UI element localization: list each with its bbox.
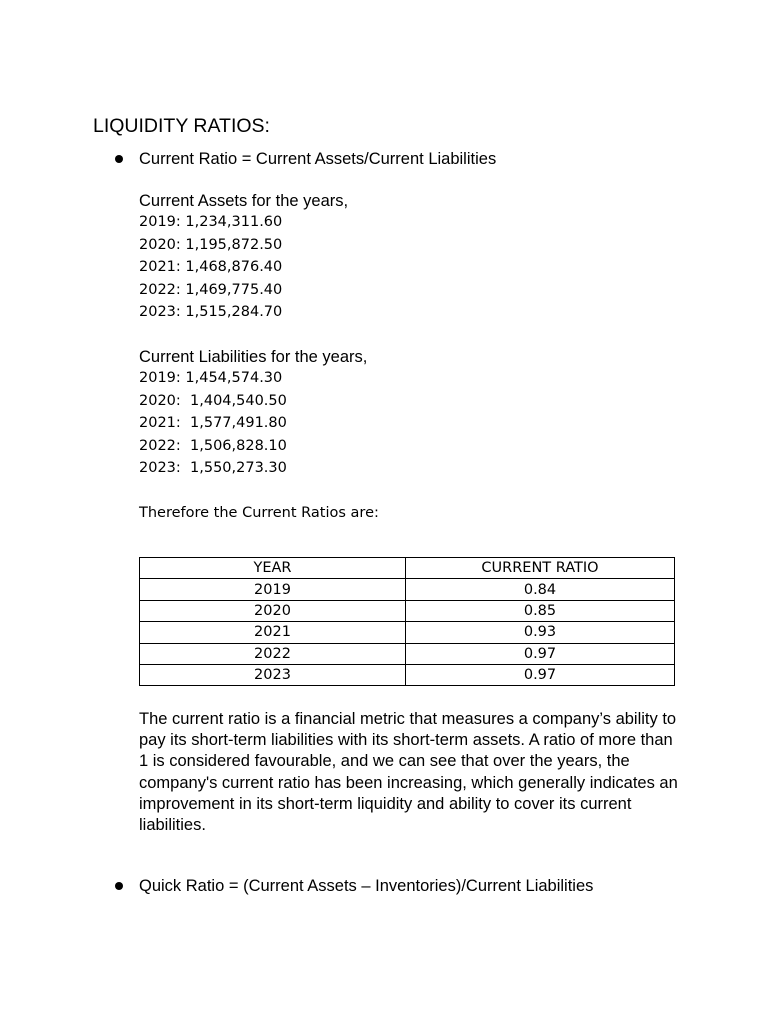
table-cell-ratio: 0.93 (406, 622, 675, 643)
current-assets-row: 2020: 1,195,872.50 (139, 236, 283, 253)
bullet-dot (115, 882, 123, 890)
table-row (140, 643, 675, 664)
current-liabilities-row: 2022: 1,506,828.10 (139, 437, 287, 454)
current-assets-row: 2019: 1,234,311.60 (139, 214, 283, 230)
quick-ratio-formula: Quick Ratio = (Current Assets – Inventories)/Current Liabilities (139, 877, 594, 895)
table-cell-year: 2021 (140, 622, 406, 643)
current-assets-row: 2022: 1,469,775.40 (139, 281, 283, 298)
current-assets-label: Current Assets for the years, (139, 192, 349, 210)
table-row (140, 664, 675, 685)
table-cell-ratio: 0.97 (406, 664, 675, 685)
table-cell-ratio: 0.84 (406, 579, 675, 600)
table-header-ratio: CURRENT RATIO (406, 558, 675, 579)
bullet-dot (115, 155, 123, 163)
table-cell-ratio: 0.85 (406, 600, 675, 621)
table-cell-year: 2023 (140, 664, 406, 685)
current-liabilities-row: 2021: 1,577,491.80 (139, 415, 287, 431)
current-assets-row: 2021: 1,468,876.40 (139, 259, 283, 275)
current-ratio-table (139, 557, 675, 686)
therefore-text: Therefore the Current Ratios are: (139, 505, 379, 521)
table-header-row (140, 558, 675, 579)
table-cell-ratio: 0.97 (406, 643, 675, 664)
table-header-year: YEAR (140, 558, 406, 579)
current-assets-row: 2023: 1,515,284.70 (139, 304, 283, 320)
table-cell-year: 2020 (140, 600, 406, 621)
table-cell-year: 2022 (140, 643, 406, 664)
current-liabilities-row: 2019: 1,454,574.30 (139, 370, 283, 386)
current-liabilities-label: Current Liabilities for the years, (139, 348, 368, 366)
current-ratio-explanation: The current ratio is a financial metric that measures a company’s ability to pay its short-term liabilities with its short-term assets. A ratio of more than 1 is considered favourable, and we can see that over the years, the company's current ratio has been increasing, which generally indicates an improvement in its short-term liquidity and ability to cover its current liabilities. (139, 710, 678, 835)
page-heading: LIQUIDITY RATIOS: (93, 115, 270, 137)
current-liabilities-row: 2023: 1,550,273.30 (139, 460, 287, 476)
table-cell-year: 2019 (140, 579, 406, 600)
table-row (140, 622, 675, 643)
current-ratio-formula: Current Ratio = Current Assets/Current Liabilities (139, 150, 497, 168)
table-row (140, 579, 675, 600)
current-liabilities-row: 2020: 1,404,540.50 (139, 392, 287, 409)
table-row (140, 600, 675, 621)
